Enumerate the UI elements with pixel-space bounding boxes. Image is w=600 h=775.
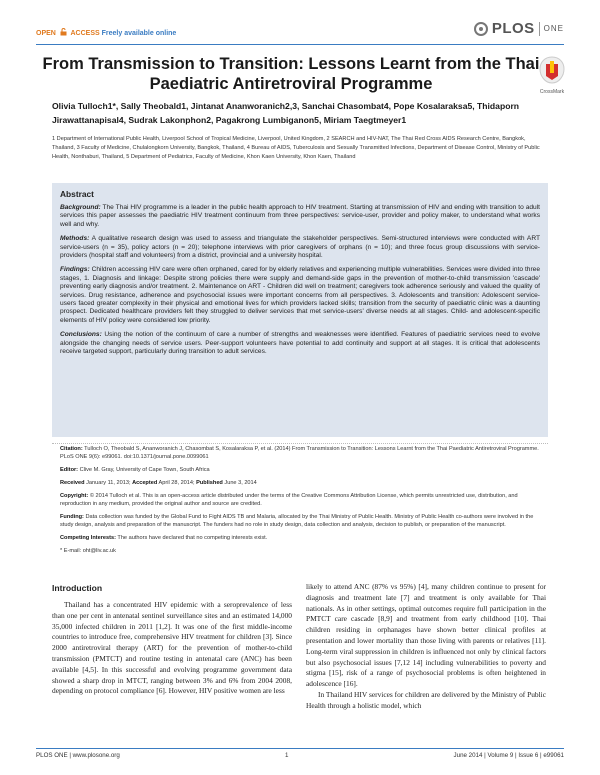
copyright — [60, 492, 545, 508]
page-footer — [36, 748, 564, 764]
crossmark-badge[interactable] — [536, 56, 568, 95]
competing-label: Competing Interests: — [60, 535, 116, 541]
intro-paragraph-1-cont: likely to attend ANC (87% vs 95%) [4], many children continue to present for diagnosis and treatment late [7] and treatment is only available for Thai nationals. As in other settings, optimal outcomes require full participation in the PMTCT care cascade [8,9] and treatment from early childhood [10]. Thai children residing in orphanages have shown better clinical profiles at presentation and lower mortality than those living with parents or relatives [11]. Long-term viral suppression in children is influenced not only by clinical factors but also psychosocial issues [7,12 14] including vulnerabilities to poverty and stigma [15], risk of a range of psychosocial problems is often heightened in adolescence [16]. — [306, 582, 546, 689]
background-text: The Thai HIV programme is a leader in the public health approach to HIV treatment. Starting at transmission of HIV and ending with transition to adult services this paper assesses the paediatric HIV treatment continuum from three perspectives: service-user, provider and policy maker, to understand what works well and why. — [60, 204, 540, 228]
logo-divider — [539, 22, 540, 36]
findings-label: Findings: — [60, 266, 90, 274]
abstract-conclusions — [60, 331, 540, 356]
abstract-methods — [60, 235, 540, 260]
header-rule — [36, 44, 564, 45]
body-column-right — [306, 582, 546, 712]
copyright-text: © 2014 Tulloch et al. This is an open-access article distributed under the terms of the Creative Commons Attribution License, which permits unrestricted use, distribution, and reproduction in any medium, provided the original author and source are credited. — [60, 493, 518, 507]
body-column-left — [52, 600, 292, 697]
corresponding-email[interactable]: * E-mail: oht@liv.ac.uk — [60, 548, 116, 554]
intro-paragraph-1: Thailand has a concentrated HIV epidemic with a seroprevalence of less than one per cent in antenatal sentinel surveillance sites and an estimated 14,000 35,000 infected children in 2011 [1,2]. It was one of the first middle-income countries to introduce free, comprehensive HIV treatment for children [3]. Since 2000 antiretroviral therapy (ART) for the prevention of mother-to-child transmission (PMTCT) and routine testing in antenatal care (ANC) has been available [4,5]. In this successful and evolving programme government data showed a sharp drop in MTCT, ranging between 3% and 6% from 2004 2008, depending on protocol compliance [6]. However, HIV positive women are less — [52, 600, 292, 696]
conclusions-text: Using the notion of the continuum of care a number of strengths and weaknesses were identified. Features of paediatric services need to evolve alongside the changing needs of service users. Peer-support volunteers have potential to add continuity and support at all stages. It is critical that adolescents receive targeted support, particularly during transition to adult services. — [60, 331, 540, 356]
open-label: OPEN — [36, 30, 56, 37]
funding-label: Funding: — [60, 514, 84, 520]
accepted-label: Accepted — [132, 480, 158, 486]
findings-text: Children accessing HIV care were often orphaned, cared for by elderly relatives and experiencing multiple vulnerabilities. Services were divided into three stages, 1. Diagnosis and linkage: Despite strong policies there were supply and demand-side gaps in the prevention of mother-to-child transmission 'cascade' preventing early diagnosis and/or treatment. 2. Maintenance on ART - Children did well on treatment; caregivers took adherence seriously and valued the quality of services. Drug resistance, adherence and psychosocial issues were important concerns from all perspectives. 3. Adolescents and transition: Adolescent service-users faced greater complexity in their physical and emotional lives for which providers lacked skills; transition from the security of paediatric clinic was a daunting prospect. Dedicated healthcare providers felt they struggled to deliver services that met service-users' diverse needs at all stages. Child- and adolescent-specific elements of HIV policy were considered low priority. — [60, 266, 540, 324]
open-lock-icon — [60, 28, 67, 36]
methods-text: A qualitative research design was used to assess and triangulate the stakeholder perspectives. Semi-structured interviews were conducted with ART service-users (n = 35), policy actors (n = 20); telephone interviews with prior caregivers of orphans (n = 10); and three focus group discussions with service-providers (hospital staff and volunteers) from a district, provincial and a university hospital. — [60, 235, 540, 260]
editor — [60, 466, 545, 474]
footer-issue: June 2014 | Volume 9 | Issue 6 | e99061 — [453, 752, 564, 759]
meta-divider — [52, 443, 548, 444]
editor-label: Editor: — [60, 467, 79, 473]
dates — [60, 479, 545, 487]
access-label: ACCESS — [70, 30, 100, 37]
conclusions-label: Conclusions: — [60, 331, 102, 339]
methods-label: Methods: — [60, 235, 90, 243]
abstract-box — [52, 183, 548, 437]
abstract-heading: Abstract — [60, 189, 94, 199]
competing-interests — [60, 534, 545, 542]
article-title: From Transmission to Transition: Lessons Learnt from the Thai Paediatric Antiretroviral Programme — [42, 55, 540, 93]
accepted-date: April 28, 2014; — [157, 480, 197, 486]
competing-text: The authors have declared that no competing interests exist. — [115, 535, 268, 541]
editor-text: Clive M. Gray, University of Cape Town, South Africa — [78, 467, 210, 473]
received-date: January 11, 2013; — [84, 480, 133, 486]
citation-text: Tulloch O, Theobald S, Ananworanich J, Chasombat S, Kosalaraksa P, et al. (2014) From Transmission to Transition: Lessons Learnt from the Thai Paediatric Antiretroviral Programme. PLoS ONE 9(6): e99061. doi:10.1371/journal.pone.0099061 — [60, 446, 539, 460]
funding — [60, 513, 545, 529]
funding-text: Data collection was funded by the Global Fund to Fight AIDS TB and Malaria, allocated by the Thai Ministry of Public Health. Ministry of Public Health co-authors were involved in the study design, analysis and preparation of the manuscript. The funders had no role in study design, data collection and analysis, decision to publish, or preparation of the manuscript. — [60, 514, 534, 528]
citation-label: Citation: — [60, 446, 83, 452]
abstract-background — [60, 204, 540, 229]
plos-wordmark: PLOS — [491, 20, 535, 37]
footer-journal[interactable]: PLOS ONE | www.plosone.org — [36, 752, 120, 759]
received-label: Received — [60, 480, 85, 486]
introduction-heading: Introduction — [52, 583, 103, 593]
crossmark-icon — [539, 56, 565, 84]
one-wordmark: ONE — [543, 24, 564, 33]
article-metadata — [60, 445, 545, 560]
plos-one-logo[interactable] — [474, 20, 564, 37]
author-list: Olivia Tulloch1*, Sally Theobald1, Jintanat Ananworanich2,3, Sanchai Chasombat4, Pope Kosalaraksa5, Thidaporn Jirawattanapisal4, Sudrak Lakonphon2, Pagakrong Lumbiganon5, Miriam Taegtmeyer1 — [52, 101, 520, 125]
footer-page-number: 1 — [284, 752, 289, 759]
intro-paragraph-2: In Thailand HIV services for children are delivered by the Ministry of Public Health through a holistic model, which — [306, 689, 546, 710]
affiliations: 1 Department of International Public Health, Liverpool School of Tropical Medicine, Liverpool, United Kingdom, 2 SEARCH and HIV-NAT, The Thai Red Cross AIDS Research Centre, Bangkok, Thailand, 3 Faculty of Medicine, Chulalongkorn University, Bangkok, Thailand, 4 Bureau of AIDS, Tuberculosis and Sexually Transmitted Infections, Department of Disease Control, Ministry of Public Health, Nonthaburi, Thailand, 5 Department of Pediatrics, Faculty of Medicine, Khon Kaen University, Khon Kaen, Thailand — [52, 136, 540, 161]
abstract-findings — [60, 266, 540, 325]
plos-logo-icon — [474, 22, 488, 36]
published-label: Published — [196, 480, 223, 486]
copyright-label: Copyright: — [60, 493, 89, 499]
freely-available-label: Freely available online — [101, 30, 177, 37]
crossmark-label: CrossMark — [539, 89, 565, 95]
open-access-banner — [36, 28, 176, 37]
citation — [60, 445, 545, 461]
background-label: Background: — [60, 204, 101, 211]
published-date: June 3, 2014 — [222, 480, 257, 486]
